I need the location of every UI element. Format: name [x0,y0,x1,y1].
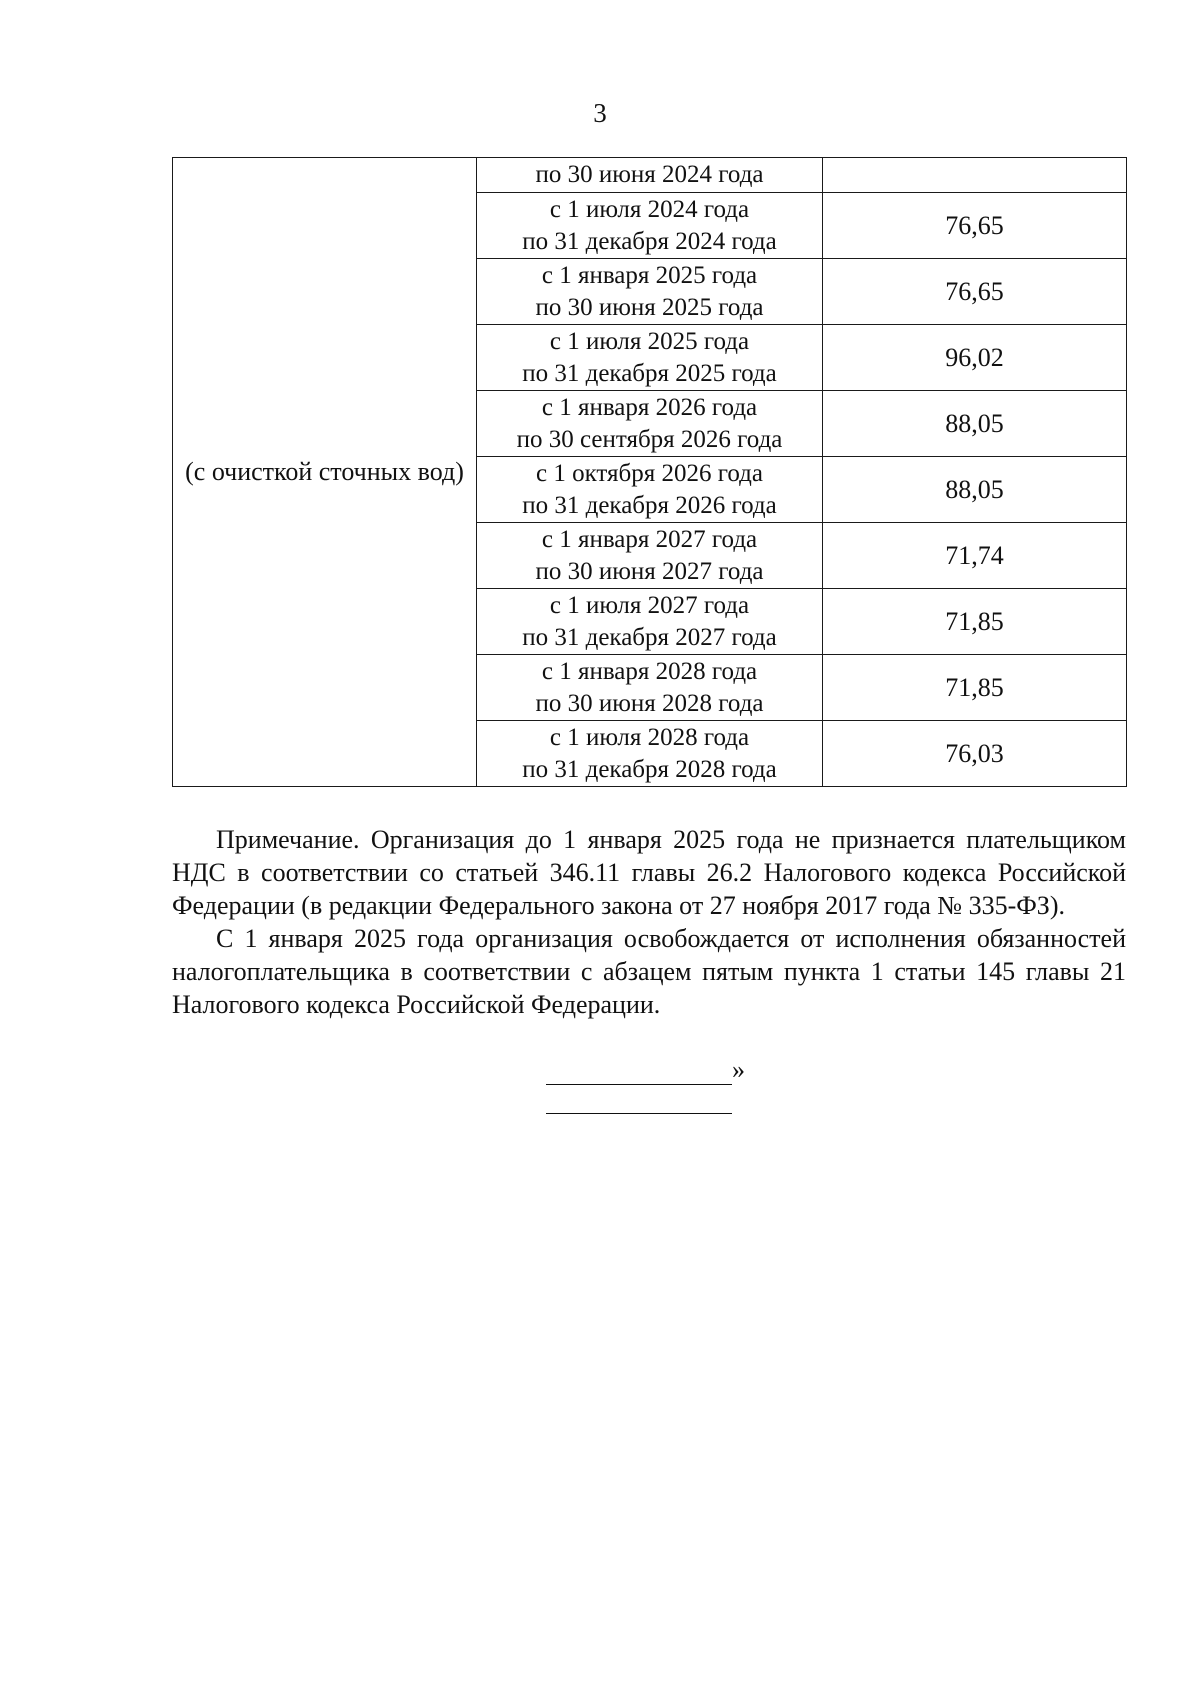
tariff-value-cell: 88,05 [823,457,1127,523]
tariff-value-cell: 88,05 [823,391,1127,457]
underline-rule [546,1062,732,1085]
tariff-table [172,157,1127,787]
period-line: с 1 июля 2027 года [549,591,750,619]
period-line: по 31 декабря 2024 года [522,227,777,255]
period-line: с 1 июля 2024 года [549,195,750,223]
period-cell [477,391,823,457]
period-cell [477,721,823,787]
period-line: с 1 января 2025 года [541,261,758,289]
note-paragraph-exemption: С 1 января 2025 года организация освобождается от исполнения обязанностей налогоплательщика в соответствии с абзацем пятым пункта 1 статьи 145 главы 21 Налогового кодекса Российской Федерации. [172,924,1126,1019]
period-line: по 30 июня 2024 года [535,161,764,188]
tariff-value-cell: 71,74 [823,523,1127,589]
closing-line [546,1055,745,1085]
page-number: 3 [593,98,607,128]
period-line: с 1 октября 2026 года [536,459,763,487]
tariff-value-cell: 71,85 [823,589,1127,655]
underline-rule [546,1091,732,1114]
tariff-value-cell [823,158,1127,193]
note-paragraph-vat: Примечание. Организация до 1 января 2025 года не признается плательщиком НДС в соответствии со статьей 346.11 главы 26.2 Налогового кодекса Российской Федерации (в редакции Федерального закона от 27 ноября 2017 года № 335-ФЗ). [172,825,1126,920]
period-line: с 1 января 2028 года [541,657,758,685]
period-cell [477,193,823,259]
notes-section [172,823,1126,1021]
period-cell [477,325,823,391]
period-line: по 30 сентября 2026 года [516,425,783,453]
period-cell [477,655,823,721]
tariff-value-cell: 71,85 [823,655,1127,721]
period-line: с 1 января 2027 года [541,525,758,553]
period-cell [477,523,823,589]
closing-quote: » [732,1055,745,1084]
period-cell [477,259,823,325]
period-line: по 31 декабря 2025 года [522,359,777,387]
period-cell [477,158,823,193]
period-line: по 30 июня 2025 года [535,293,764,321]
period-line: по 30 июня 2028 года [535,689,764,717]
period-line: с 1 июля 2025 года [549,327,750,355]
period-line: по 30 июня 2027 года [535,557,764,585]
period-cell [477,457,823,523]
period-line: по 31 декабря 2027 года [522,623,777,651]
end-separator [546,1084,732,1114]
period-line: с 1 июля 2028 года [549,723,750,751]
period-line: с 1 января 2026 года [541,393,758,421]
service-type-cell: (с очисткой сточных вод) [173,158,477,787]
tariff-table-body [173,158,1127,787]
period-line: по 31 декабря 2028 года [522,755,777,783]
tariff-value-cell: 76,65 [823,259,1127,325]
tariff-value-cell: 76,65 [823,193,1127,259]
table-row [173,158,1127,193]
period-line: по 31 декабря 2026 года [522,491,777,519]
tariff-value-cell: 96,02 [823,325,1127,391]
tariff-value-cell: 76,03 [823,721,1127,787]
period-cell [477,589,823,655]
